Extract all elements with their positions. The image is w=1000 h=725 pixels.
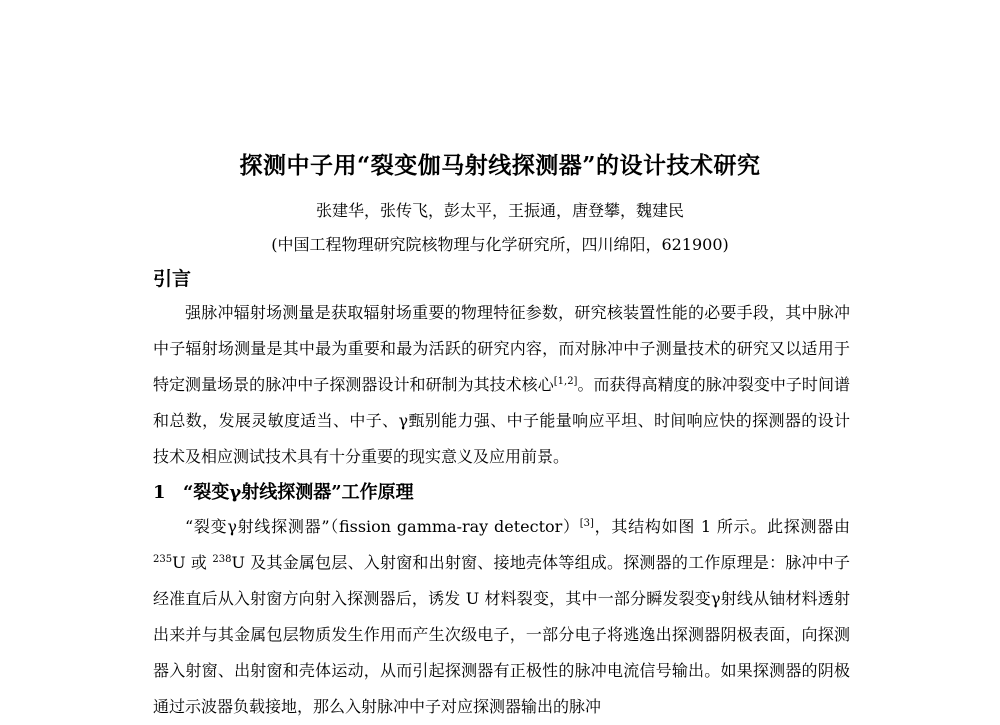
- citation-1-2: [1,2]: [553, 376, 578, 387]
- paper-title: 探测中子用“裂变伽马射线探测器”的设计技术研究: [239, 152, 761, 179]
- section1-text-mid2: U 或: [172, 553, 213, 572]
- intro-paragraph: [153, 295, 850, 475]
- section1-text-mid1: ，其结构如图 1 所示。此探测器由: [593, 517, 850, 536]
- affiliation: (中国工程物理研究院核物理与化学研究所，四川绵阳，621900): [271, 235, 729, 254]
- section-title: “裂变γ射线探测器”工作原理: [183, 482, 414, 503]
- intro-text-tail: 。而获得高精度的脉冲裂变中子时间谱和总数，发展灵敏度适当、中子、γ甄别能力强、中子能量响应平坦、时间响应快的探测器的设计技术及相应测试技术具有十分重要的现实意义及应用前景。: [153, 375, 850, 466]
- section-heading-intro: 引言: [153, 268, 192, 290]
- isotope-238: 238: [212, 554, 232, 565]
- citation-3: [3]: [579, 518, 594, 529]
- section1-paragraph: [153, 509, 850, 725]
- section-number: 1: [153, 482, 166, 503]
- intro-text: 强脉冲辐射场测量是获取辐射场重要的物理特征参数，研究核装置性能的必要手段，其中脉冲中子辐射场测量是其中最为重要和最为活跃的研究内容，而对脉冲中子测量技术的研究又以适用于特定测量场景的脉冲中子探测器设计和研制为其技术核心: [153, 303, 850, 394]
- section1-text-start: “裂变γ射线探测器”（fission gamma-ray detector）: [185, 517, 580, 536]
- author-list: 张建华，张传飞，彭太平，王振通，唐登攀，魏建民: [315, 201, 684, 220]
- isotope-235: 235: [153, 554, 173, 565]
- section1-text-rest: U 及其金属包层、入射窗和出射窗、接地壳体等组成。探测器的工作原理是：脉冲中子经准直后从入射窗方向射入探测器后，诱发 U 材料裂变，其中一部分瞬发裂变γ射线从铀材料透射出来并与其金属包层物质发生作用而产生次级电子，一部分电子将逃逸出探测器阴极表面，向探测器入射窗、出射窗和壳体运动，从而引起探测器有正极性的脉冲电流信号输出。如果探测器的阴极通过示波器负载接地，那么入射脉冲中子对应探测器输出的脉冲: [153, 553, 850, 716]
- section-heading-1: [153, 478, 414, 504]
